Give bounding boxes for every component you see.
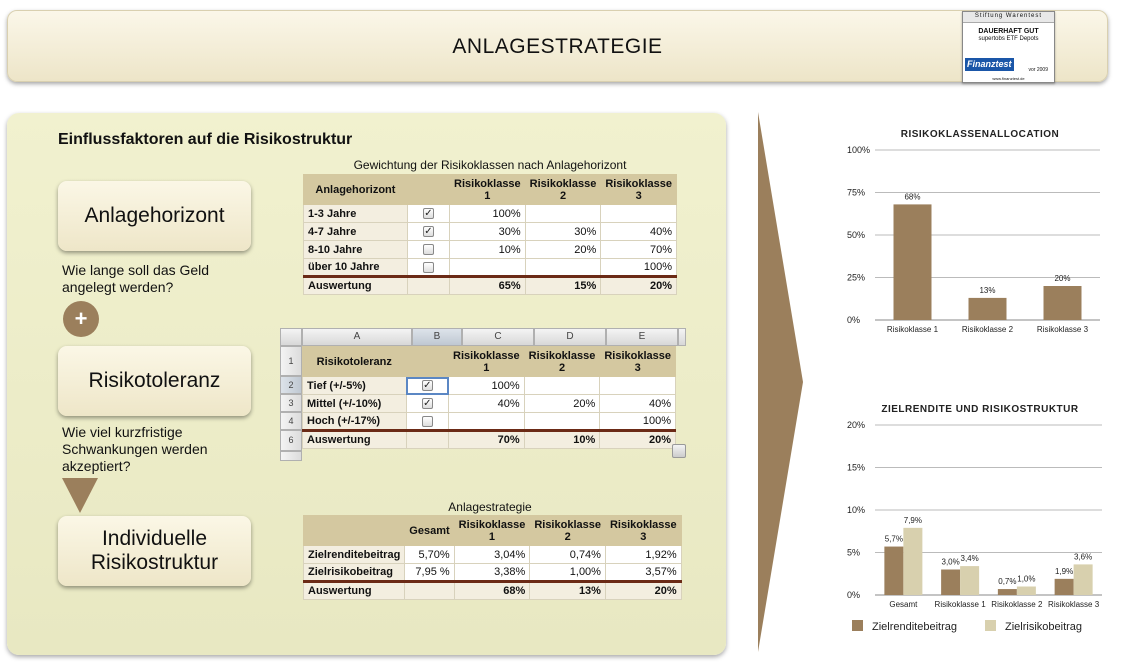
header-cell[interactable]: Risikotoleranz [303,347,407,377]
checkbox-cell [406,395,448,413]
finanztest-seal [962,11,1055,83]
cell-risikoklasse-3 [601,205,677,223]
checkbox-checked[interactable]: ✓ [423,380,432,392]
row-label: 4-7 Jahre [304,223,408,241]
summary-risikoklasse-3: 20% [605,582,681,600]
summary-risikoklasse-1: 65% [450,277,526,295]
x-tick-label: Gesamt [889,600,918,609]
table-row [303,377,676,395]
question-anlagehorizont: Wie lange soll das Geld angelegt werden? [62,262,210,295]
tolerance-table [302,346,676,449]
row-label: Zielrenditebeitrag [304,546,405,564]
row-label: 1-3 Jahre [304,205,408,223]
summary-row [304,582,682,600]
table-header-row [304,516,682,546]
row-header[interactable]: 4 [280,412,302,430]
horizon-table [303,174,677,295]
seal-year: vor 2009 [1028,67,1048,73]
x-tick-label: Risikoklasse 2 [991,600,1043,609]
bar [884,547,903,595]
summary-gesamt [407,277,449,295]
bar [903,528,922,595]
cell-risikoklasse-1: 10% [450,241,526,259]
row-header[interactable]: 6 [280,430,302,451]
sheet-column-headers [280,328,686,346]
question-risikotoleranz: Wie viel kurzfristige Schwankungen werden akzeptiert? [62,424,208,474]
cell-risikoklasse-2[interactable] [524,377,600,395]
summary-risikoklasse-2[interactable]: 10% [524,431,600,449]
chart2-title: ZIELRENDITE UND RISIKOSTRUKTUR [881,404,1079,415]
checkbox-cell [407,241,449,259]
chart1-title: RISIKOKLASSENALLOCATION [900,129,1060,140]
cell-risikoklasse-3[interactable]: 100% [600,413,676,431]
table-row [304,564,682,582]
bar [1044,286,1082,320]
cell-risikoklasse-1[interactable]: 100% [449,377,525,395]
table-row [304,259,677,277]
seal-org: Stiftung Warentest [963,12,1054,23]
table-row [304,205,677,223]
data-label: 68% [904,192,921,202]
cell-risikoklasse-1: 3,04% [454,546,530,564]
cell-risikoklasse-2: 20% [525,241,601,259]
finanztest-logo: Finanztest [965,58,1014,71]
data-label: 1,9% [1055,566,1074,576]
cell-risikoklasse-2: 1,00% [530,564,606,582]
return-risk-chart [830,415,1115,645]
checkbox-checked[interactable]: ✓ [424,226,433,238]
table3-caption: Anlagestrategie [448,500,532,514]
page-title: ANLAGESTRATEGIE [452,35,663,58]
summary-risikoklasse-1: 68% [454,582,530,600]
x-tick-label: Risikoklasse 3 [1036,325,1089,334]
cell-risikoklasse-3[interactable]: 40% [600,395,676,413]
checkbox-unchecked[interactable] [423,244,434,255]
header-cell: Risikoklasse 2 [530,516,606,546]
allocation-chart [830,140,1110,340]
cell-risikoklasse-1: 3,38% [454,564,530,582]
y-tick-label: 100% [847,145,871,155]
row-label: über 10 Jahre [304,259,408,277]
summary-risikoklasse-3: 20% [601,277,677,295]
table1-caption: Gewichtung der Risikoklassen nach Anlagehorizont [353,158,627,172]
table-row [303,395,676,413]
y-tick-label: 15% [847,462,866,473]
bar [969,298,1007,320]
checkbox-unchecked[interactable] [422,416,433,427]
column-header-e[interactable]: E [606,328,678,346]
summary-risikoklasse-2: 13% [530,582,606,600]
row-header[interactable]: 3 [280,394,302,412]
column-header-end [678,328,686,346]
cell-risikoklasse-1: 30% [450,223,526,241]
summary-label: Auswertung [304,582,405,600]
header-cell: Risikoklasse 1 [454,516,530,546]
panel-title: Einflussfaktoren auf die Risikostruktur [58,131,353,148]
header-cell[interactable]: Risikoklasse 1 [449,347,525,377]
table-header-row [303,347,676,377]
x-tick-label: Risikoklasse 1 [886,325,939,334]
table-row [304,241,677,259]
y-tick-label: 20% [847,420,866,430]
checkbox-cell [406,413,448,431]
summary-risikoklasse-3[interactable]: 20% [600,431,676,449]
cell-risikoklasse-3: 40% [601,223,677,241]
bar [1017,587,1036,596]
summary-risikoklasse-2: 15% [525,277,601,295]
plus-icon: + [63,301,99,337]
sheet-corner[interactable] [280,328,302,346]
header-cell: Gesamt [405,516,454,546]
header-cell: Anlagehorizont [304,175,408,205]
y-tick-label: 0% [847,315,861,325]
cell-risikoklasse-2[interactable]: 20% [524,395,600,413]
data-label: 0,7% [998,577,1017,587]
header-cell: Risikoklasse 2 [525,175,601,205]
x-tick-label: Risikoklasse 3 [1048,600,1100,609]
header-cell: Risikoklasse 3 [605,516,681,546]
column-header-d[interactable]: D [534,328,606,346]
seal-subject: supertobs ETF Depots [978,36,1039,43]
bar [941,570,960,596]
data-label: 7,9% [903,515,922,525]
header-cell[interactable] [406,347,448,377]
table-row [303,413,676,431]
row-label[interactable]: Hoch (+/-17%) [303,413,407,431]
checkbox-checked[interactable]: ✓ [424,208,433,220]
y-tick-label: 10% [847,505,866,515]
row-label: Zielrisikobeitrag [304,564,405,582]
header-cell[interactable]: Risikoklasse 3 [600,347,676,377]
cell-gesamt: 5,70% [405,546,454,564]
data-label: 3,6% [1074,552,1093,562]
table-row [304,223,677,241]
cell-risikoklasse-1: 100% [450,205,526,223]
column-header-b[interactable]: B [412,328,462,346]
summary-row [304,277,677,295]
summary-gesamt[interactable] [406,431,448,449]
legend-label: Zielrisikobeitrag [1005,621,1083,633]
cell-risikoklasse-3: 100% [601,259,677,277]
cell-risikoklasse-2 [525,259,601,277]
row-header[interactable]: 1 [280,346,302,376]
header-bar [7,10,1108,82]
data-label: 3,0% [941,557,960,567]
bar [894,204,932,320]
y-tick-label: 0% [847,590,861,600]
data-label: 1,0% [1017,574,1036,584]
data-label: 20% [1054,274,1071,283]
header-cell: Risikoklasse 1 [450,175,526,205]
x-tick-label: Risikoklasse 1 [934,600,986,609]
header-cell [304,516,405,546]
legend-swatch [985,620,996,631]
data-label: 5,7% [884,534,903,544]
checkbox-checked[interactable]: ✓ [423,398,432,410]
legend-swatch [852,620,863,631]
summary-gesamt [405,582,454,600]
checkbox-cell [407,223,449,241]
bar [1074,564,1093,595]
column-header-c[interactable]: C [462,328,534,346]
y-tick-label: 50% [847,230,866,240]
bar [1055,579,1074,595]
legend-label: Zielrenditebeitrag [872,621,957,633]
cell-risikoklasse-3: 1,92% [605,546,681,564]
summary-risikoklasse-1[interactable]: 70% [449,431,525,449]
data-label: 3,4% [960,554,979,564]
summary-row [303,431,676,449]
resize-handle[interactable] [672,444,686,458]
cell-gesamt: 7,95 % [405,564,454,582]
y-tick-label: 75% [847,187,866,198]
cell-risikoklasse-1[interactable]: 40% [449,395,525,413]
summary-label: Auswertung [304,277,408,295]
table-row [304,546,682,564]
cell-risikoklasse-1[interactable] [449,413,525,431]
x-tick-label: Risikoklasse 2 [961,325,1014,334]
header-cell [407,175,449,205]
card-anlagehorizont[interactable]: Anlagehorizont [58,181,251,251]
column-header-a[interactable]: A [302,328,412,346]
row-header-end [280,451,302,461]
y-tick-label: 25% [847,272,866,283]
cell-risikoklasse-2: 0,74% [530,546,606,564]
cell-risikoklasse-3: 3,57% [605,564,681,582]
y-tick-label: 5% [847,547,861,558]
table-header-row [304,175,677,205]
summary-label[interactable]: Auswertung [303,431,407,449]
cell-risikoklasse-1 [450,259,526,277]
row-label[interactable]: Mittel (+/-10%) [303,395,407,413]
header-cell[interactable]: Risikoklasse 2 [524,347,600,377]
cell-risikoklasse-2 [525,205,601,223]
card-individuelle-risikostruktur[interactable]: Individuelle Risikostruktur [58,516,251,586]
header-cell: Risikoklasse 3 [601,175,677,205]
checkbox-cell [407,205,449,223]
arrow-down-icon [62,478,98,513]
strategy-table [303,515,682,600]
cell-risikoklasse-3[interactable] [600,377,676,395]
checkbox-cell [406,377,448,395]
seal-rating: DAUERHAFT GUT [978,27,1039,35]
checkbox-cell [407,259,449,277]
sheet-row-headers [280,346,302,462]
row-label[interactable]: Tief (+/-5%) [303,377,407,395]
cell-risikoklasse-2: 30% [525,223,601,241]
bar [998,589,1017,595]
data-label: 13% [979,285,996,295]
arrow-right-icon [758,112,803,652]
cell-risikoklasse-3: 70% [601,241,677,259]
cell-risikoklasse-2[interactable] [524,413,600,431]
checkbox-unchecked[interactable] [423,262,434,273]
bar [960,566,979,595]
row-label: 8-10 Jahre [304,241,408,259]
seal-url: www.finanztest.de [992,76,1025,81]
card-risikotoleranz[interactable]: Risikotoleranz [58,346,251,416]
row-header[interactable]: 2 [280,376,302,394]
